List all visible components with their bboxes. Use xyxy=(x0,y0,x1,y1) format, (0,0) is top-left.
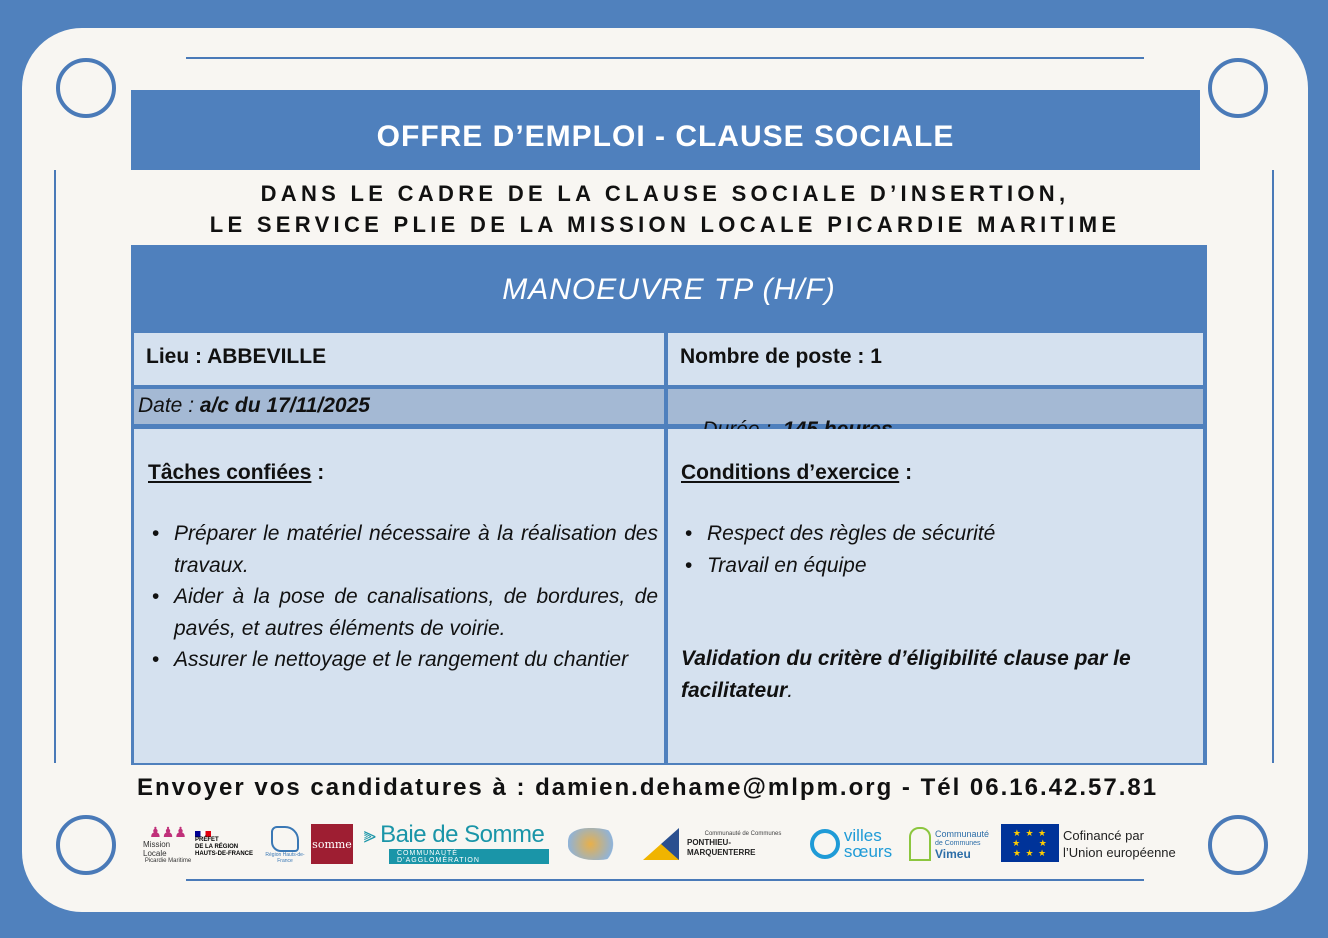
taches-cell xyxy=(134,429,664,763)
corner-circle-bottom-right xyxy=(1208,815,1268,875)
conditions-list xyxy=(681,518,1203,581)
region-hdf-logo: Région Hauts-de-France xyxy=(261,822,309,868)
eu-flag-logo xyxy=(1001,824,1059,862)
conditions-heading: Conditions d’exercice : xyxy=(681,461,913,484)
page-title: OFFRE D’EMPLOI - CLAUSE SOCIALE xyxy=(131,90,1200,170)
date-cell xyxy=(134,389,664,424)
eu-stars-icon: ★ ★ ★ ★ ★ ★ ★ ★ xyxy=(1012,828,1048,858)
region-map-icon xyxy=(271,826,299,852)
ponthieu-marquenterre-logo: Communauté de Communes PONTHIEU-MARQUENTERRE xyxy=(687,831,782,857)
somme-logo: somme xyxy=(311,824,353,864)
shield-logo xyxy=(639,824,683,864)
eu-cofinance-text: Cofinancé par l’Union européenne xyxy=(1063,828,1176,860)
list-item: • Respect des règles de sécurité xyxy=(681,518,1203,550)
corner-circle-top-left xyxy=(56,58,116,118)
frame-line-right xyxy=(1272,170,1274,763)
frame-line-bottom xyxy=(186,879,1144,881)
frame-line-top xyxy=(186,57,1144,59)
lieu-value: ABBEVILLE xyxy=(207,345,327,368)
corner-circle-bottom-left xyxy=(56,815,116,875)
mission-locale-logo: ♟♟♟ Mission Locale Picardie Maritime xyxy=(143,823,192,864)
conditions-cell xyxy=(668,429,1203,763)
lieu-label: Lieu : xyxy=(146,345,208,368)
date-label: Date : xyxy=(138,394,200,417)
subtitle-line-1: DANS LE CADRE DE LA CLAUSE SOCIALE D’INSERTION, xyxy=(260,181,1070,206)
corner-circle-top-right xyxy=(1208,58,1268,118)
list-item: • Assurer le nettoyage et le rangement du chantier xyxy=(148,644,658,676)
prefet-logo: PRÉFET DE LA RÉGION HAUTS-DE-FRANCE xyxy=(195,824,261,864)
building-icon xyxy=(909,827,931,861)
shield-icon xyxy=(643,828,679,860)
vimeu-logo: Communauté de Communes Vimeu xyxy=(901,822,997,866)
job-title: MANOEUVRE TP (H/F) xyxy=(502,273,836,306)
postes-cell xyxy=(668,333,1203,385)
list-item: • Aider à la pose de canalisations, de bordures, de pavés, et autres éléments de voirie. xyxy=(148,581,658,644)
postes-label: Nombre de poste : xyxy=(680,345,871,368)
baie-de-somme-logo: ⫸ Baie de Somme COMMUNAUTÉ D’AGGLOMÉRATION xyxy=(359,822,549,864)
job-table xyxy=(131,245,1207,765)
list-item: • Travail en équipe xyxy=(681,550,1203,582)
lieu-cell xyxy=(134,333,664,385)
people-icon: ♟♟♟ xyxy=(149,823,187,840)
cc-interregionale-logo xyxy=(555,822,637,866)
date-value: a/c du 17/11/2025 xyxy=(199,394,370,417)
taches-heading: Tâches confiées : xyxy=(148,461,325,484)
subtitle-line-2: LE SERVICE PLIE DE LA MISSION LOCALE PICARDIE MARITIME xyxy=(209,212,1121,237)
eligibility-note: Validation du critère d’éligibilité clause par le facilitateur. xyxy=(681,647,1131,702)
postes-value: 1 xyxy=(870,345,882,368)
list-item: • Préparer le matériel nécessaire à la réalisation des travaux. xyxy=(148,518,658,581)
frame-line-left xyxy=(54,170,56,763)
contact-line: Envoyer vos candidatures à : damien.dehame@mlpm.org - Tél 06.16.42.57.81 xyxy=(137,774,1159,801)
villes-soeurs-logo: villes sœurs xyxy=(803,822,899,866)
fish-icon: ⫸ xyxy=(363,822,377,847)
taches-list xyxy=(148,518,658,676)
duree-cell xyxy=(668,389,1203,424)
map-blob-icon xyxy=(568,828,624,860)
rings-icon xyxy=(810,829,840,859)
